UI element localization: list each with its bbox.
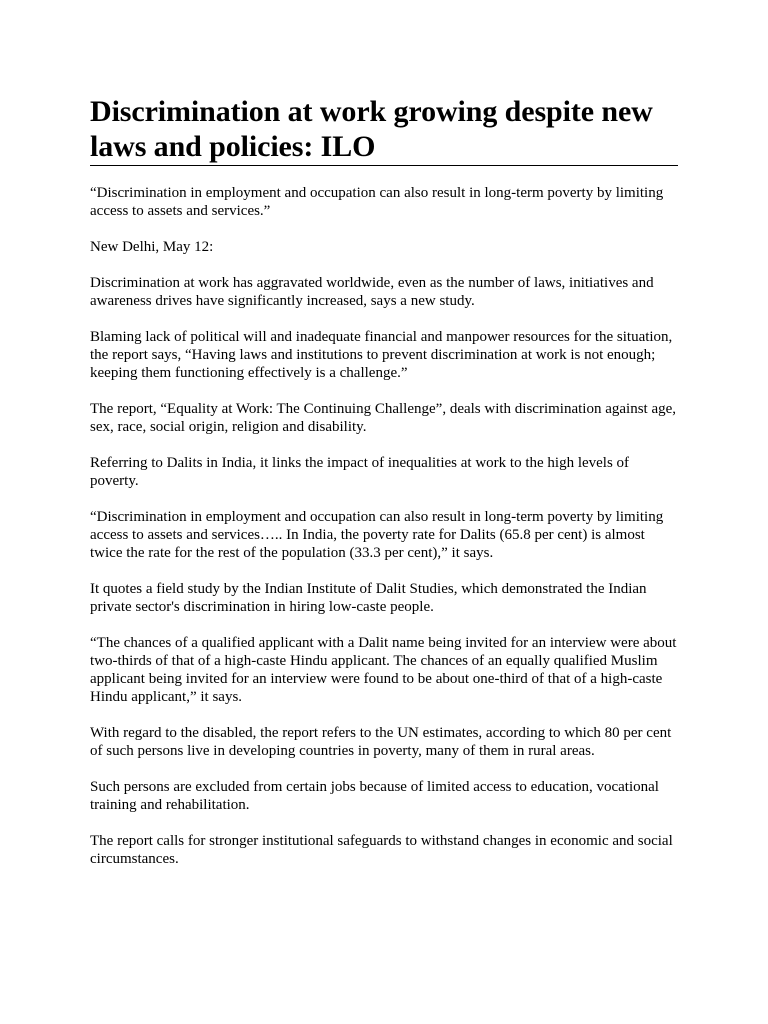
article-paragraph: Such persons are excluded from certain jobs because of limited access to education, vocational training and rehabilitation. (90, 779, 659, 813)
article-paragraph: The report calls for stronger institutional safeguards to withstand changes in economic and social circumstances. (90, 833, 673, 867)
article-paragraph: Referring to Dalits in India, it links the impact of inequalities at work to the high levels of poverty. (90, 455, 630, 489)
article-paragraph: Blaming lack of political will and inadequate financial and manpower resources for the situation, the report says, “Having laws and institutions to prevent discrimination at work is not enough; keeping them functioning effectively is a challenge.” (90, 329, 673, 381)
article-paragraph: Discrimination at work has aggravated worldwide, even as the number of laws, initiatives and awareness drives have significantly increased, says a new study. (90, 275, 654, 309)
article-paragraph: It quotes a field study by the Indian Institute of Dalit Studies, which demonstrated the Indian private sector's discrimination in hiring low-caste people. (90, 581, 647, 615)
article-paragraph: “The chances of a qualified applicant with a Dalit name being invited for an interview were about two-thirds of that of a high-caste Hindu applicant. The chances of an equally qualified Muslim applicant being invited for an interview were found to be about one-third of that of a high-caste Hindu applicant,” it says. (90, 635, 677, 705)
article-title: Discrimination at work growing despite new laws and policies: ILO (90, 94, 678, 166)
article-dateline: New Delhi, May 12: (90, 239, 214, 255)
document-page (90, 94, 678, 886)
article-body (90, 184, 678, 868)
article-paragraph: The report, “Equality at Work: The Continuing Challenge”, deals with discrimination against age, sex, race, social origin, religion and disability. (90, 401, 677, 435)
article-lede-quote: “Discrimination in employment and occupation can also result in long-term poverty by limiting access to assets and services.” (90, 185, 664, 219)
article-paragraph: “Discrimination in employment and occupation can also result in long-term poverty by limiting access to assets and services….. In India, the poverty rate for Dalits (65.8 per cent) is almost twice the rate for the rest of the population (33.3 per cent),” it says. (90, 509, 664, 561)
article-paragraph: With regard to the disabled, the report refers to the UN estimates, according to which 80 per cent of such persons live in developing countries in poverty, many of them in rural areas. (90, 725, 672, 759)
